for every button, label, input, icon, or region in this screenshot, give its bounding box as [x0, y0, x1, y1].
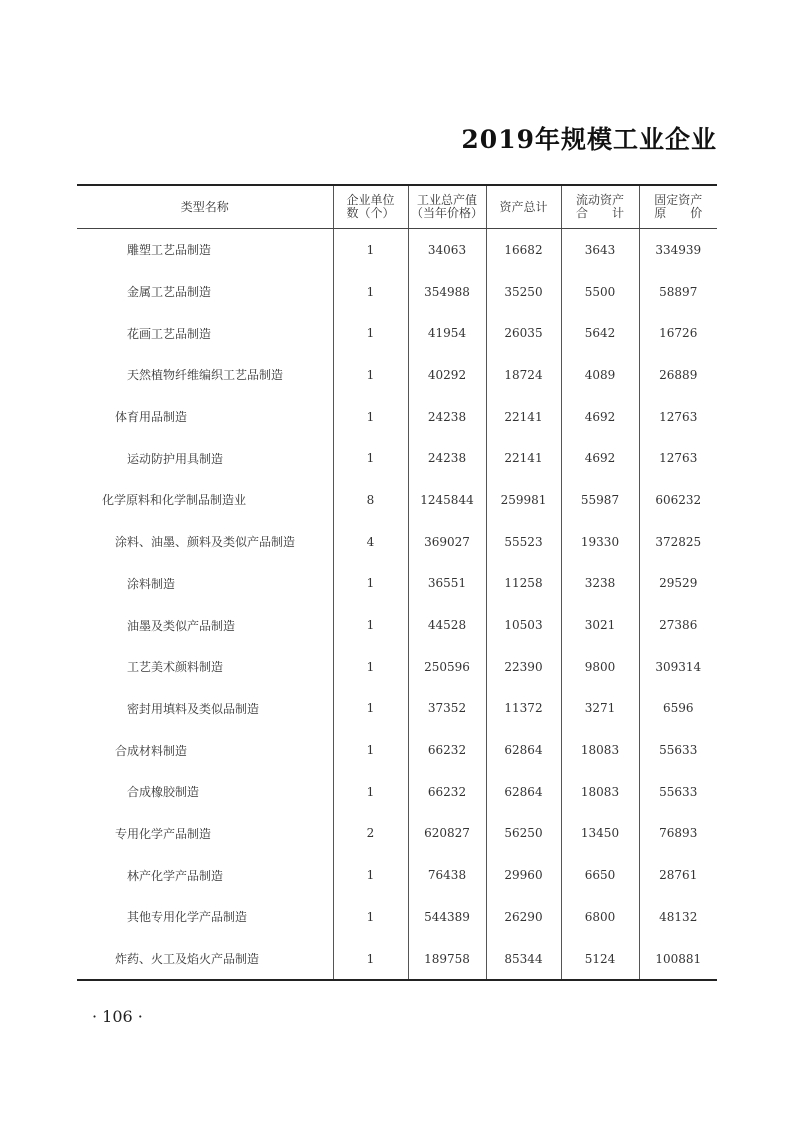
table-row — [77, 813, 717, 855]
page-title: 2019年规模工业企业 — [461, 125, 717, 154]
table-header-row — [77, 185, 717, 229]
current-assets-cell: 3271 — [561, 688, 639, 730]
unit-count-cell: 1 — [333, 604, 408, 646]
category-name-cell: 其他专用化学产品制造 — [127, 910, 248, 925]
table-row — [77, 771, 717, 813]
column-header — [486, 185, 561, 229]
fixed-assets-cell: 12763 — [639, 396, 717, 438]
category-name-cell: 天然植物纤维编织工艺品制造 — [127, 368, 284, 383]
total-assets-cell: 29960 — [486, 854, 561, 896]
category-name-cell: 体育用品制造 — [115, 410, 188, 425]
unit-count-cell: 4 — [333, 521, 408, 563]
current-assets-cell: 4692 — [561, 396, 639, 438]
gross-output-value-cell: 354988 — [408, 271, 486, 313]
current-assets-cell: 6650 — [561, 854, 639, 896]
table-row — [77, 229, 717, 271]
current-assets-cell: 19330 — [561, 521, 639, 563]
total-assets-cell: 11372 — [486, 688, 561, 730]
total-assets-cell: 18724 — [486, 354, 561, 396]
unit-count-cell: 1 — [333, 312, 408, 354]
total-assets-cell: 56250 — [486, 813, 561, 855]
column-header — [408, 185, 486, 229]
fixed-assets-cell: 12763 — [639, 437, 717, 479]
column-header-line1: 流动资产 — [575, 193, 624, 207]
category-name-cell: 化学原料和化学制品制造业 — [102, 493, 247, 508]
current-assets-cell: 5500 — [561, 271, 639, 313]
fixed-assets-cell: 48132 — [639, 896, 717, 938]
column-header — [561, 185, 639, 229]
table-row — [77, 479, 717, 521]
fixed-assets-cell: 606232 — [639, 479, 717, 521]
gross-output-value-cell: 76438 — [408, 854, 486, 896]
total-assets-cell: 55523 — [486, 521, 561, 563]
column-header-line1: 企业单位 — [346, 193, 395, 207]
category-name-cell: 炸药、火工及焰火产品制造 — [77, 938, 333, 981]
current-assets-cell: 13450 — [561, 813, 639, 855]
current-assets-cell: 18083 — [561, 729, 639, 771]
category-name-cell: 合成材料制造 — [115, 743, 188, 758]
current-assets-cell: 9800 — [561, 646, 639, 688]
gross-output-value-cell: 24238 — [408, 437, 486, 479]
unit-count-cell: 1 — [333, 688, 408, 730]
fixed-assets-cell: 27386 — [639, 604, 717, 646]
gross-output-value-cell: 40292 — [408, 354, 486, 396]
column-header-line2: 合 计 — [575, 206, 624, 220]
fixed-assets-cell: 76893 — [639, 813, 717, 855]
gross-output-value-cell: 369027 — [408, 521, 486, 563]
gross-output-value-cell: 36551 — [408, 563, 486, 605]
total-assets-cell: 35250 — [486, 271, 561, 313]
category-name-cell: 密封用填料及类似品制造 — [127, 701, 260, 716]
table-body — [77, 229, 717, 981]
unit-count-cell: 1 — [333, 271, 408, 313]
table-row — [77, 521, 717, 563]
unit-count-cell: 8 — [333, 479, 408, 521]
current-assets-cell: 4089 — [561, 354, 639, 396]
gross-output-value-cell: 44528 — [408, 604, 486, 646]
unit-count-cell: 1 — [333, 938, 408, 981]
table-row — [77, 312, 717, 354]
unit-count-cell: 1 — [333, 729, 408, 771]
category-name-cell: 运动防护用具制造 — [127, 451, 224, 466]
column-header-line2: （当年价格） — [410, 206, 483, 220]
current-assets-cell: 5124 — [561, 938, 639, 981]
unit-count-cell: 1 — [333, 646, 408, 688]
current-assets-cell: 3238 — [561, 563, 639, 605]
table-row — [77, 354, 717, 396]
page-number: · 106 · — [92, 1007, 143, 1026]
table-row — [77, 604, 717, 646]
fixed-assets-cell: 26889 — [639, 354, 717, 396]
gross-output-value-cell: 1245844 — [408, 479, 486, 521]
total-assets-cell: 22390 — [486, 646, 561, 688]
total-assets-cell: 85344 — [486, 938, 561, 981]
fixed-assets-cell: 372825 — [639, 521, 717, 563]
unit-count-cell: 1 — [333, 563, 408, 605]
unit-count-cell: 1 — [333, 437, 408, 479]
table-row — [77, 396, 717, 438]
table-row — [77, 271, 717, 313]
category-name-cell: 专用化学产品制造 — [115, 826, 212, 841]
fixed-assets-cell: 309314 — [639, 646, 717, 688]
column-header — [639, 185, 717, 229]
fixed-assets-cell: 29529 — [639, 563, 717, 605]
unit-count-cell: 1 — [333, 854, 408, 896]
gross-output-value-cell: 189758 — [408, 938, 486, 981]
table-row — [77, 854, 717, 896]
table-row — [77, 646, 717, 688]
current-assets-cell: 3021 — [561, 604, 639, 646]
table-row — [77, 938, 717, 981]
fixed-assets-cell: 58897 — [639, 271, 717, 313]
fixed-assets-cell: 334939 — [639, 229, 717, 271]
table-row — [77, 437, 717, 479]
gross-output-value-cell: 66232 — [408, 771, 486, 813]
current-assets-cell: 6800 — [561, 896, 639, 938]
total-assets-cell: 10503 — [486, 604, 561, 646]
category-name-cell: 雕塑工艺品制造 — [127, 243, 212, 258]
fixed-assets-cell: 55633 — [639, 771, 717, 813]
fixed-assets-cell: 100881 — [639, 938, 717, 981]
column-header-line1: 资产总计 — [499, 199, 548, 214]
current-assets-cell: 4692 — [561, 437, 639, 479]
column-header-line1: 工业总产值 — [416, 193, 477, 207]
total-assets-cell: 22141 — [486, 396, 561, 438]
total-assets-cell: 62864 — [486, 729, 561, 771]
category-name-cell: 花画工艺品制造 — [127, 326, 212, 341]
column-header — [333, 185, 408, 229]
fixed-assets-cell: 55633 — [639, 729, 717, 771]
column-header — [77, 185, 333, 229]
category-name-cell: 合成橡胶制造 — [127, 785, 200, 800]
gross-output-value-cell: 620827 — [408, 813, 486, 855]
current-assets-cell: 5642 — [561, 312, 639, 354]
table-row — [77, 896, 717, 938]
total-assets-cell: 259981 — [486, 479, 561, 521]
table-row — [77, 563, 717, 605]
gross-output-value-cell: 37352 — [408, 688, 486, 730]
table-row — [77, 729, 717, 771]
column-header-line1: 类型名称 — [180, 199, 229, 214]
unit-count-cell: 1 — [333, 354, 408, 396]
total-assets-cell: 16682 — [486, 229, 561, 271]
gross-output-value-cell: 66232 — [408, 729, 486, 771]
gross-output-value-cell: 34063 — [408, 229, 486, 271]
gross-output-value-cell: 24238 — [408, 396, 486, 438]
column-header-line2: 原 价 — [654, 206, 703, 220]
statistics-table — [77, 184, 717, 981]
category-name-cell: 油墨及类似产品制造 — [127, 618, 236, 633]
category-name-cell: 林产化学产品制造 — [127, 868, 224, 883]
category-name-cell: 涂料制造 — [127, 576, 176, 591]
gross-output-value-cell: 250596 — [408, 646, 486, 688]
total-assets-cell: 11258 — [486, 563, 561, 605]
total-assets-cell: 22141 — [486, 437, 561, 479]
table-row — [77, 688, 717, 730]
unit-count-cell: 1 — [333, 771, 408, 813]
column-header-line2: 数（个） — [346, 206, 395, 220]
gross-output-value-cell: 544389 — [408, 896, 486, 938]
category-name-cell: 涂料、油墨、颜料及类似产品制造 — [115, 535, 296, 550]
unit-count-cell: 1 — [333, 396, 408, 438]
total-assets-cell: 26290 — [486, 896, 561, 938]
unit-count-cell: 1 — [333, 896, 408, 938]
gross-output-value-cell: 41954 — [408, 312, 486, 354]
fixed-assets-cell: 16726 — [639, 312, 717, 354]
category-name-cell: 金属工艺品制造 — [127, 285, 212, 300]
current-assets-cell: 3643 — [561, 229, 639, 271]
current-assets-cell: 18083 — [561, 771, 639, 813]
unit-count-cell: 1 — [333, 229, 408, 271]
category-name-cell: 工艺美术颜料制造 — [127, 660, 224, 675]
total-assets-cell: 26035 — [486, 312, 561, 354]
total-assets-cell: 62864 — [486, 771, 561, 813]
current-assets-cell: 55987 — [561, 479, 639, 521]
unit-count-cell: 2 — [333, 813, 408, 855]
column-header-line1: 固定资产 — [654, 193, 703, 207]
fixed-assets-cell: 28761 — [639, 854, 717, 896]
fixed-assets-cell: 6596 — [639, 688, 717, 730]
